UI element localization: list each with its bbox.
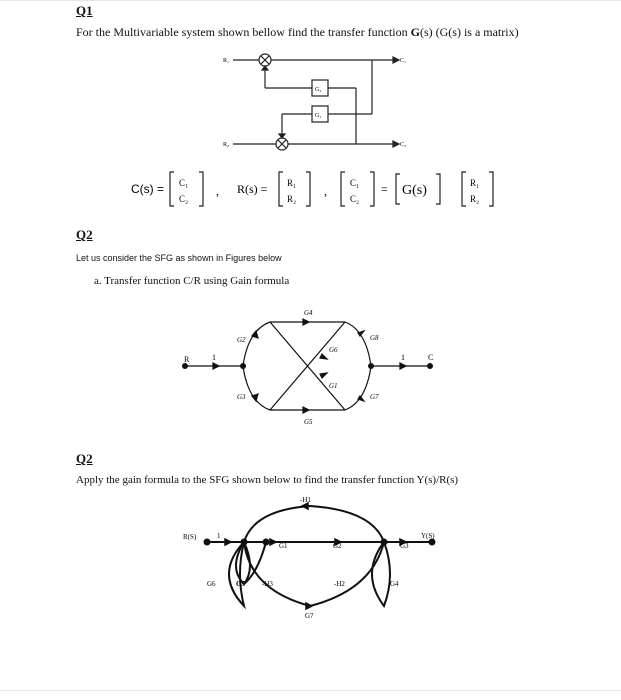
sfg-a-g7: G7: [370, 393, 379, 401]
eq-g-of-s: G(s): [402, 183, 427, 198]
eq-c2-b: C₂: [350, 194, 360, 204]
eq-c1-b: C₁: [350, 178, 360, 188]
sfg-a-g8: G8: [370, 334, 379, 342]
sfg-a-one-left: 1: [212, 353, 216, 362]
sfg-b-h1: -H1: [300, 496, 311, 504]
q1-text-a: For the Multivariable system shown bellow find the transfer function: [76, 25, 411, 39]
q1-label: Q1: [76, 3, 93, 18]
eq-equals: =: [381, 182, 388, 196]
q2a-item: a. Transfer function C/R using Gain formula: [94, 275, 290, 287]
diagram-g1: G₁: [315, 113, 322, 119]
sfg-a-one-right: 1: [401, 353, 405, 362]
sfg-b-g7: G7: [305, 612, 314, 620]
diagram-r1: R₁: [223, 58, 230, 64]
eq-c1: C₁: [179, 178, 189, 188]
eq-r2-b: R₂: [470, 194, 480, 204]
q1-text-b: (s) (G(s) is a matrix): [419, 25, 519, 39]
sfg-a-g3: G3: [237, 393, 246, 401]
q2b-label: Q2: [76, 451, 93, 466]
sfg-b-g5: G5: [236, 580, 245, 588]
bottom-edge: [0, 690, 621, 691]
sfg-b-rs: R(S): [183, 533, 197, 541]
sfg-b-g4: G4: [390, 580, 399, 588]
sfg-a-c: C: [428, 353, 434, 362]
q1-text-bold: G: [410, 25, 420, 39]
eq-comma2: ,: [324, 184, 327, 198]
eq-comma1: ,: [216, 184, 219, 198]
eq-c-label: C(s) =: [131, 182, 164, 196]
sfg-b-g2: G2: [333, 542, 342, 550]
sfg-b-one: 1: [217, 532, 221, 540]
sfg-a-g5: G5: [304, 418, 313, 426]
diagram-c1: C₁: [400, 58, 407, 64]
sfg-a-g2: G2: [237, 336, 246, 344]
sfg-a-r: R: [184, 355, 190, 364]
sfg-b-h3: -H3: [262, 580, 273, 588]
sfg-a-g6: G6: [329, 346, 338, 354]
diagram-r2: R₂: [223, 142, 230, 148]
q2a-sfg: [0, 300, 621, 430]
q2b-text: Apply the gain formula to the SFG shown below to find the transfer function Y(s)/R(s): [76, 474, 459, 486]
eq-c2: C₂: [179, 194, 189, 204]
eq-r-label: R(s) =: [237, 182, 268, 196]
eq-r1: R₁: [287, 178, 297, 188]
diagram-g2: G₂: [315, 87, 322, 93]
sfg-b-g1: G1: [279, 542, 288, 550]
q1-equations: [0, 160, 621, 220]
eq-r2: R₂: [287, 194, 297, 204]
sfg-b-ys: Y(S): [421, 532, 435, 540]
q2a-intro: Let us consider the SFG as shown in Figures below: [76, 253, 282, 263]
diagram-c2: C₂: [400, 142, 407, 148]
q1-block-diagram: [0, 0, 621, 160]
eq-r1-b: R₁: [470, 178, 480, 188]
sfg-a-g4: G4: [304, 309, 313, 317]
sfg-b-g6: G6: [207, 580, 216, 588]
sfg-a-g1: G1: [329, 382, 338, 390]
sfg-b-g3: G3: [400, 542, 409, 550]
sfg-b-h2: -H2: [334, 580, 345, 588]
q2a-label: Q2: [76, 227, 93, 242]
q2b-sfg: [0, 490, 621, 625]
